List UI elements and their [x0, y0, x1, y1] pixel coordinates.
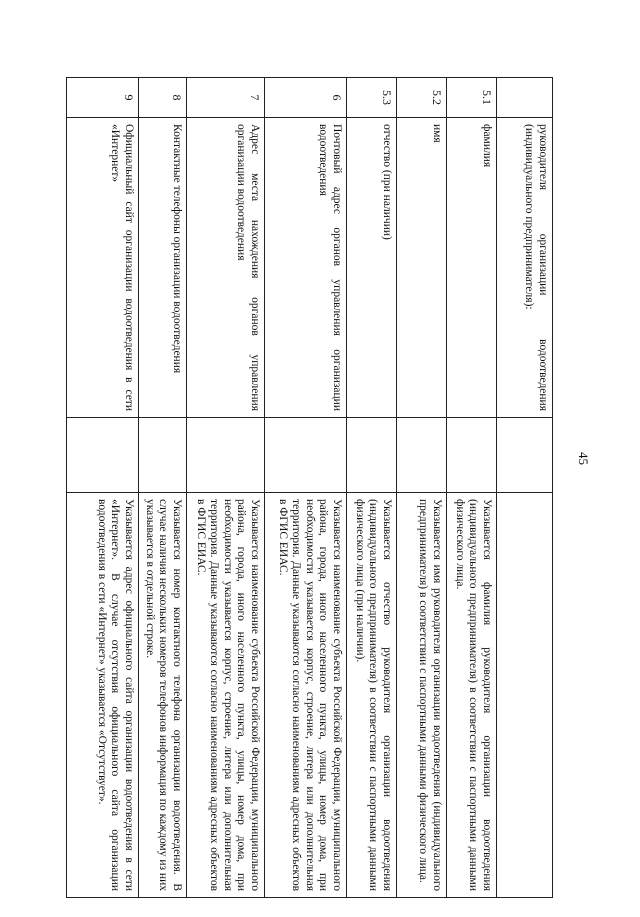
- row-number: 9: [67, 78, 139, 118]
- row-value-cell: [447, 418, 497, 493]
- table-row: [139, 78, 187, 898]
- table-row: [265, 78, 347, 898]
- row-value-cell: [397, 418, 447, 493]
- row-field-name: Контактные телефоны организации водоотведения: [139, 118, 187, 418]
- table-row: [397, 78, 447, 898]
- row-field-name: фамилия: [447, 118, 497, 418]
- row-comment: Указывается фамилия руководителя организации водоотведения (индивидуального предпринимателя) в соответствии с паспортными данными физического лица.: [447, 493, 497, 898]
- table-row: [347, 78, 397, 898]
- table-row: [67, 78, 139, 898]
- row-comment: Указывается наименование субъекта Российской Федерации, муниципального района, города, иного населенного пункта, улицы, номер дома, при необходимости указывается корпус, строение, литера или дополнительная территория. Данные указываются согласно наименованиям адресных объектов в ФГИС ЕИАС.: [265, 493, 347, 898]
- row-comment: Указывается имя руководителя организации водоотведения (индивидуального предпринимателя) в соответствии с паспортными данными физического лица.: [397, 493, 447, 898]
- row-field-name: Почтовый адрес органов управления организации водоотведения: [265, 118, 347, 418]
- table-row: [187, 78, 265, 898]
- row-value-cell: [265, 418, 347, 493]
- page-number: 45: [576, 452, 591, 465]
- table-row: [497, 78, 553, 898]
- row-comment: Указывается отчество руководителя организации водоотведения (индивидуального предпринимателя) в соответствии с паспортными данными физического лица (при наличии).: [347, 493, 397, 898]
- row-value-cell: [139, 418, 187, 493]
- row-field-name: Адрес места нахождения органов управления организации водоотведения: [187, 118, 265, 418]
- row-comment: Указывается наименование субъекта Российской Федерации, муниципального района, города, иного населенного пункта, улицы, номер дома, при необходимости указывается корпус, строение, литера или дополнительная территория. Данные указываются согласно наименованиям адресных объектов в ФГИС ЕИАС.: [187, 493, 265, 898]
- row-number: [497, 78, 553, 118]
- row-value-cell: [187, 418, 265, 493]
- form-table: [66, 77, 553, 898]
- row-number: 5.2: [397, 78, 447, 118]
- row-field-name: Официальный сайт организации водоотведения в сети «Интернет»: [67, 118, 139, 418]
- row-field-name: руководителя организации водоотведения (индивидуального предпринимателя):: [497, 118, 553, 418]
- row-value-cell: [67, 418, 139, 493]
- row-number: 7: [187, 78, 265, 118]
- row-comment: Указывается номер контактного телефона организации водоотведения. В случае наличия нескольких номеров телефонов информация по каждому из них указывается в отдельной строке.: [139, 493, 187, 898]
- row-field-name: отчество (при наличии): [347, 118, 397, 418]
- row-value-cell: [497, 418, 553, 493]
- row-field-name: имя: [397, 118, 447, 418]
- row-value-cell: [347, 418, 397, 493]
- row-number: 5.1: [447, 78, 497, 118]
- form-table-wrapper: [67, 77, 553, 897]
- table-row: [447, 78, 497, 898]
- row-number: 8: [139, 78, 187, 118]
- row-number: 6: [265, 78, 347, 118]
- row-comment: Указывается адрес официального сайта организации водоотведения в сети «Интернет». В случае отсутствия официального сайта организации водоотведения в сети «Интернет» указывается «Отсутствует».: [67, 493, 139, 898]
- row-number: 5.3: [347, 78, 397, 118]
- row-comment: [497, 493, 553, 898]
